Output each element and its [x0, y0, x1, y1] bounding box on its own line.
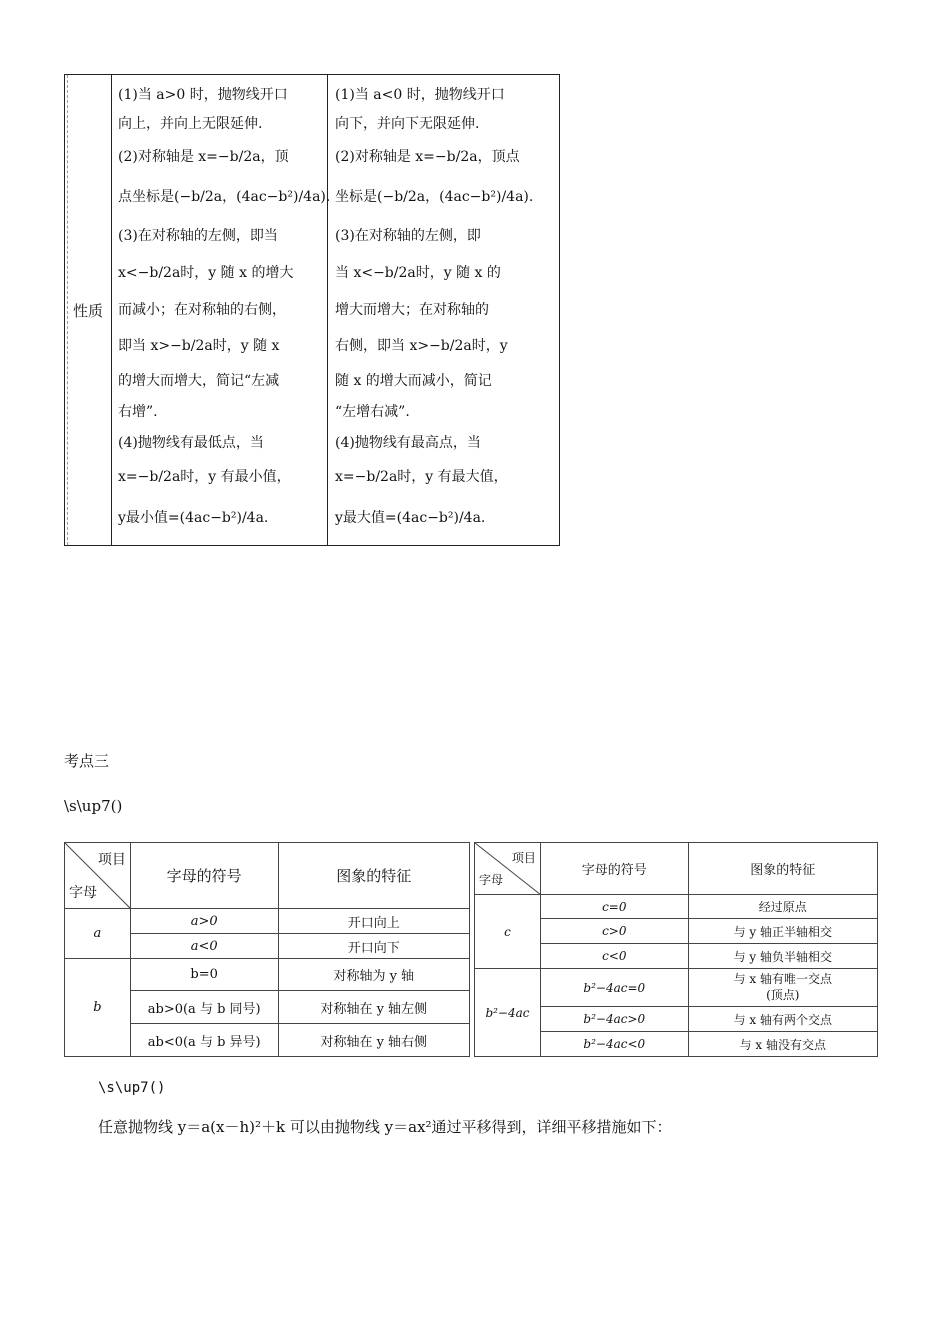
properties-table	[64, 74, 560, 546]
sign-cell: ab<0(a 与 b 异号)	[130, 1024, 278, 1057]
property-line: (3)在对称轴的左侧，即当	[118, 228, 278, 244]
property-line: 即当 x>−b/2a时，y 随 x	[118, 338, 280, 354]
property-line: x=−b/2a时，y 有最大值，	[335, 469, 508, 485]
section-heading: 考点三	[64, 752, 110, 770]
property-line: 点坐标是(−b/2a，(4ac−b²)/4a).	[118, 189, 331, 205]
properties-a-negative-cell	[329, 75, 559, 545]
feature-cell: 对称轴在 y 轴左侧	[278, 991, 469, 1024]
property-line: 向上，并向上无限延伸.	[118, 116, 263, 132]
feature-cell: 与 y 轴正半轴相交	[688, 919, 877, 944]
feature-cell: 对称轴在 y 轴右侧	[278, 1024, 469, 1057]
header-item: 项目	[511, 851, 536, 865]
property-line: (3)在对称轴的左侧，即	[335, 228, 481, 244]
property-line: x<−b/2a时，y 随 x 的增大	[118, 265, 294, 281]
sign-cell: c=0	[540, 895, 688, 919]
property-line: 右侧，即当 x>−b/2a时，y	[335, 338, 508, 354]
feature-cell: 开口向上	[278, 909, 469, 934]
feature-cell: 与 y 轴负半轴相交	[688, 944, 877, 969]
row-label	[65, 75, 112, 545]
sign-cell: c<0	[540, 944, 688, 969]
feature-cell: 与 x 轴没有交点	[688, 1032, 877, 1057]
header-feature: 图象的特征	[688, 843, 877, 895]
property-line: (2)对称轴是 x=−b/2a，顶	[118, 149, 289, 165]
feature-cell: 与 x 轴有两个交点	[688, 1007, 877, 1032]
property-line: 增大而增大；在对称轴的	[335, 302, 489, 318]
sign-cell: b=0	[130, 959, 278, 991]
feature-line: 与 x 轴有唯一交点	[733, 971, 833, 986]
letter-c: c	[475, 895, 541, 969]
feature-cell: 经过原点	[688, 895, 877, 919]
sign-cell: a>0	[130, 909, 278, 934]
feature-line-2: (顶点)	[766, 987, 800, 1002]
property-line: 的增大而增大，简记“左减	[118, 373, 280, 389]
letter-a: a	[65, 909, 131, 959]
sign-cell: ab>0(a 与 b 同号)	[130, 991, 278, 1024]
sign-cell: b²−4ac>0	[540, 1007, 688, 1032]
row-label-text: 性质	[72, 301, 103, 320]
property-line: 向下，并向下无限延伸.	[335, 116, 480, 132]
feature-cell: 对称轴为 y 轴	[278, 959, 469, 991]
header-letter: 字母	[69, 885, 97, 901]
property-line: (1)当 a>0 时，抛物线开口	[118, 87, 288, 103]
property-line: y最小值=(4ac−b²)/4a.	[118, 510, 269, 526]
sign-cell: b²−4ac=0	[540, 969, 688, 1007]
header-letter: 字母	[479, 873, 504, 887]
sign-cell: b²−4ac<0	[540, 1032, 688, 1057]
feature-cell	[688, 969, 877, 1007]
header-sign: 字母的符号	[130, 843, 278, 909]
property-line: 随 x 的增大而减小，简记	[335, 373, 492, 389]
property-line: 坐标是(−b/2a，(4ac−b²)/4a).	[335, 189, 534, 205]
feature-cell: 开口向下	[278, 934, 469, 959]
header-diagonal-cell	[65, 843, 131, 909]
letter-delta: b²−4ac	[475, 969, 541, 1057]
coefficient-c-delta-table	[474, 842, 878, 1057]
header-diagonal-cell	[475, 843, 541, 895]
property-line: x=−b/2a时，y 有最小值，	[118, 469, 291, 485]
header-sign: 字母的符号	[540, 843, 688, 895]
sign-cell: c>0	[540, 919, 688, 944]
property-line: (4)抛物线有最高点，当	[335, 435, 481, 451]
property-line: 右增”.	[118, 404, 158, 420]
translation-paragraph: 任意抛物线 y＝a(x－h)²＋k 可以由抛物线 y＝ax²通过平移得到，详细平移措施如下：	[98, 1118, 672, 1136]
letter-b: b	[65, 959, 131, 1057]
field-code-text: \s\up7()	[98, 1080, 166, 1096]
property-line: 当 x<−b/2a时，y 随 x 的	[335, 265, 501, 281]
sign-cell: a<0	[130, 934, 278, 959]
header-feature: 图象的特征	[278, 843, 469, 909]
property-line: 而减小；在对称轴的右侧，	[118, 302, 286, 318]
properties-a-positive-cell	[112, 75, 331, 545]
field-code-text: \s\up7()	[64, 797, 123, 815]
property-line: y最大值=(4ac−b²)/4a.	[335, 510, 486, 526]
coefficient-a-b-table	[64, 842, 470, 1057]
property-line: “左增右减”.	[335, 404, 410, 420]
property-line: (1)当 a<0 时，抛物线开口	[335, 87, 505, 103]
property-line: (2)对称轴是 x=−b/2a，顶点	[335, 149, 520, 165]
property-line: (4)抛物线有最低点，当	[118, 435, 264, 451]
header-item: 项目	[97, 852, 126, 868]
